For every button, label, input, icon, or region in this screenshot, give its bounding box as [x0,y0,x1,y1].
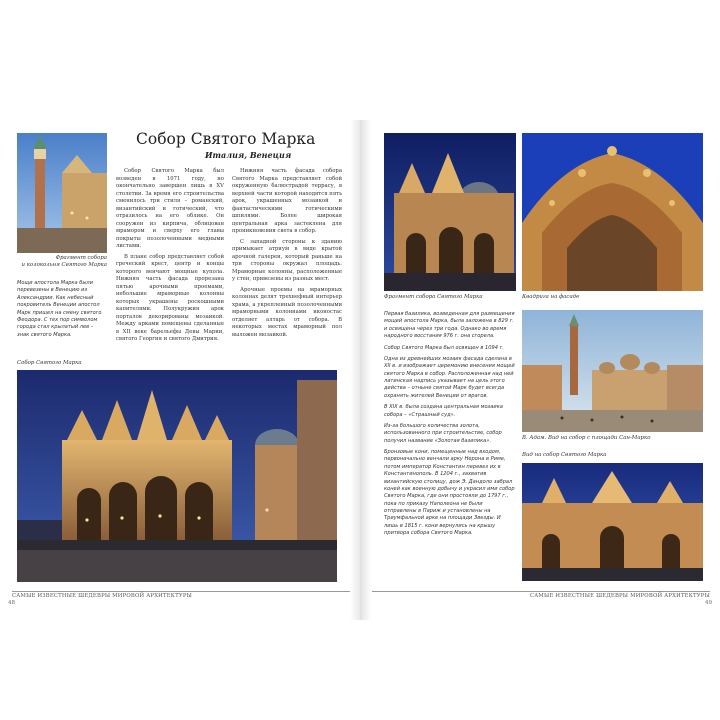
paragraph: Собор Святого Марка был освящен в 1094 г. [384,344,504,351]
paragraph: Из-за большого количества золота, использованного при строительстве, собор получил название «Золотая базилика». [384,422,502,444]
left-side-note: Мощи апостола Марка были перевезены в Венецию из Александрии. Как небесный покровитель Венеции апостол Марк пришел на смену святого Феодора. С тех пор символом города стал крылатый лев – знак святого Марка. [17,280,102,338]
book-gutter [350,120,372,620]
text-column-1 [116,168,224,347]
caption-painting: В. Адам. Вид на собор с площади Сан-Марко [522,435,651,441]
running-footer-left: САМЫЕ ИЗВЕСТНЫЕ ШЕДЕВРЫ МИРОВОЙ АРХИТЕКТУРЫ [12,591,350,602]
page-number-left: 48 [8,600,15,606]
caption-main-photo: Собор Святого Марка [17,360,82,366]
paragraph: В XIX в. была создана центральная мозаика собора – «Страшный суд». [384,404,503,418]
article-title: Собор Святого Марка [136,130,316,148]
caption-quadriga: Квадрига на фасаде [522,294,580,300]
right-text-column [384,311,516,542]
paragraph: Арочные проемы на мраморных колоннах делят трехнефный интерьер храма, а укрепленный позолоченными мраморными колоннами иконостас отделяет алтарь от собора. В некоторых местах мраморный пол выложен мозаикой. [232,286,342,338]
painting-piazza [522,310,703,432]
paragraph: Нижняя часть фасада собора Святого Марка представляет собой окруженную балюстрадой террасу, в верхней части которой находятся пять арок, украшенных мозаикой и фантастическими готическими шпилями. Более широкая центральная арка застеклена для проникновения света в собор. [232,168,342,235]
photo-cathedral-main [17,370,337,582]
page-number-right: 49 [705,600,712,606]
caption-night-view: Вид на собор Святого Марка [522,452,607,458]
paragraph: Бронзовые кони, помещенные над входом, первоначально венчали арку Нерона в Риме, потом император Константин перевез их в Константинополь. В 1204 г., захватив византийскую столицу, дож Э. Дандоло забрал коней как военную добычу и украсил ими собор Святого Марка, где они простояли до 1797 г., пока по приказу Наполеона не были отправлены в Париж и установлены на Триумфальной арке на площади Звезды. И лишь в 1815 г. кони вернулись на крышу притвора собора Святого Марка. [384,449,515,537]
running-footer-right: САМЫЕ ИЗВЕСТНЫЕ ШЕДЕВРЫ МИРОВОЙ АРХИТЕКТУРЫ [372,591,710,602]
paragraph: В плане собор представляет собой греческий крест, центр и концы которого венчают мощные купола. Нижняя часть фасада прорезана пятью арочными проемами, небольшие мраморные колонны которых украшены роскошными капителями. Полукружия арок порталов декорированы мозаикой. Между арками помещены сделанные в XII веке барельефы Девы Марии, святого Георгия и святого Дмитрия. [116,253,224,343]
article-subtitle: Италия, Венеция [205,150,292,160]
paragraph: Одна из древнейших мозаик фасада сделана в XII в. и изображает церемонию внесения мощей святого Марка в собор. Расположенная над ней латинская надпись указывает на цель этого действа – отныне святой Марк будет всегда охранять жителей Венеции от врагов. [384,355,515,399]
paragraph: Собор Святого Марка был возведен в 1071 году, но окончательно завершен лишь в XV столетии. За время его строительства сменилось три стиля – романский, византийский и готический, что отразилось на его облике. Он сооружен из кирпича, облицован мрамором и сверху его главы покрыты позолоченными медными листами. [116,168,224,250]
caption-campanile: Фрагмент собора и колокольня Святого Марка [21,255,107,269]
caption-cathedral-fragment: Фрагмент собора Святого Марка [384,294,483,300]
text-column-2 [232,168,342,342]
photo-cathedral-night [384,133,516,291]
paragraph: Первая базилика, возведенная для размещения мощей апостола Марка, была заложена в 829 г. и освящена через три года. Однако во время народного восстания 976 г. она сгорела. [384,311,515,340]
photo-campanile [17,133,107,253]
photo-quadriga [522,133,703,291]
paragraph: С западной стороны к зданию примыкает атриум в виде крытой арочной галереи, который раньше на три стороны окружал площадь. Мраморные колонны, расположенные у стен, привезены из разных мест. [232,238,342,283]
photo-cathedral-dusk [522,463,703,581]
